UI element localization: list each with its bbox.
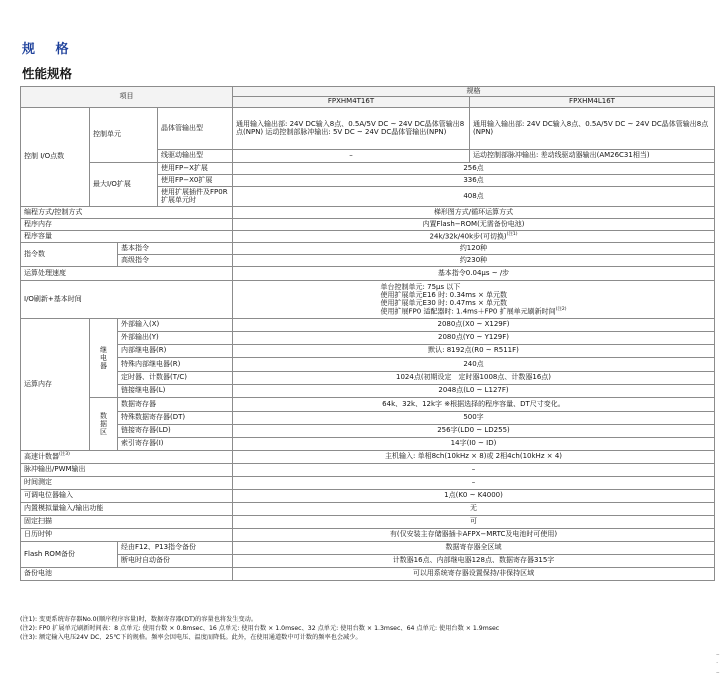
row-label-f12: 经由F12、P13指令备份 <box>118 542 233 555</box>
row-label-index-reg: 索引寄存器(I) <box>118 438 233 451</box>
subsection-heading: 性能规格 <box>22 66 73 81</box>
section-heading: 规 格 <box>22 42 77 57</box>
note-ref-3: (注3) <box>59 452 70 458</box>
footnote-2: (注2): FP0 扩展单元刷新时间表：8 点单元: 使用台数 × 0.8msec、16 点单元: 使用台数 × 1.0msec、32 点单元: 使用台数 × 1.3msec、64 点单元: 使用台数 × 1.9msec <box>20 624 500 632</box>
header-model-a: FPXHM4T16T <box>233 97 470 108</box>
row-label-data-area <box>90 398 118 451</box>
cell-line-driver-b: 运动控制部脉冲输出: 差动线驱动器输出(AM26C31相当) <box>470 150 715 163</box>
row-label-sp-relay: 特殊内部继电器(R) <box>118 358 233 372</box>
edge-mark-3: – <box>716 668 720 677</box>
row-label-pulse-out: 脉冲输出/PWM输出 <box>21 464 233 477</box>
row-label-ext-input: 外部输入(X) <box>118 319 233 332</box>
cell-data-reg: 64k、32k、12k字 ※根据选择的程序容量、DT尺寸变化。 <box>233 398 715 412</box>
row-label-timer: 定时器、计数器(T/C) <box>118 372 233 385</box>
row-label-int-relay: 内部继电器(R) <box>118 345 233 358</box>
performance-spec-table <box>20 86 715 581</box>
row-label-op-memory: 运算内存 <box>21 319 90 451</box>
cell-adv-instr: 约230种 <box>233 255 715 267</box>
header-item: 项目 <box>21 87 233 108</box>
row-label-prog-method: 编程方式/控制方式 <box>21 207 233 219</box>
cell-index-reg: 14字(I0 ~ ID) <box>233 438 715 451</box>
cell-int-relay: 默认: 8192点(R0 ~ R511F) <box>233 345 715 358</box>
cell-link-relay: 2048点(L0 ~ L127F) <box>233 385 715 398</box>
io-refresh-line-4: 使用扩展FP0 适配器时: 1.4ms＋FP0 扩展单元刷新时间 <box>380 307 556 316</box>
edge-mark-2: · <box>716 659 719 668</box>
row-label-hs-counter <box>21 451 233 464</box>
row-label-control-io: 控制 I/O点数 <box>21 108 90 207</box>
io-refresh-line-3: 使用扩展单元E30 时: 0.47ms × 单元数 <box>380 298 508 307</box>
row-label-fixed-scan: 固定扫描 <box>21 516 233 529</box>
cell-f12: 数据寄存器全区域 <box>233 542 715 555</box>
row-label-fp-x0: 使用FP−X0扩展 <box>158 175 233 187</box>
cell-analog-io: 无 <box>233 503 715 516</box>
row-label-prog-capacity: 程序容量 <box>21 231 233 243</box>
row-label-analog-io: 内置模拟量输入/输出功能 <box>21 503 233 516</box>
note-ref-1: (注1) <box>506 231 518 237</box>
cell-battery: 可以用系统寄存器设置保持/非保持区域 <box>233 568 715 581</box>
cell-line-driver-a: – <box>233 150 470 163</box>
row-label-link-relay: 链接继电器(L) <box>118 385 233 398</box>
footnote-1: (注1): 变更系统寄存器No.0(顺序程序容量)时，数据寄存器(DT)的容量也将发生变动。 <box>20 616 258 623</box>
row-label-sp-data-reg: 特殊数据寄存器(DT) <box>118 412 233 425</box>
row-label-ext-output: 外部输出(Y) <box>118 332 233 345</box>
cell-sp-relay: 240点 <box>233 358 715 372</box>
row-label-time-measure: 时间测定 <box>21 477 233 490</box>
row-label-speed: 运算处理速度 <box>21 267 233 281</box>
row-label-fp-x: 使用FP−X扩展 <box>158 163 233 175</box>
cell-speed: 基本指令0.04μs ~ /步 <box>233 267 715 281</box>
row-label-control-unit: 控制单元 <box>90 108 158 163</box>
row-label-instr: 指令数 <box>21 243 118 267</box>
cell-transistor-b: 通用输入输出部: 24V DC输入8点、0.5A/5V DC ~ 24V DC晶体管输出8点(NPN) <box>470 108 715 150</box>
row-label-link-reg: 链接寄存器(LD) <box>118 425 233 438</box>
prog-capacity-value: 24k/32k/40k步(可切换) <box>429 232 507 241</box>
hs-counter-label: 高速计数器 <box>24 452 59 461</box>
row-label-battery: 备份电池 <box>21 568 233 581</box>
cell-fp-x0: 336点 <box>233 175 715 187</box>
cell-calendar: 有(仅安装主存储器插卡AFPX−MRTC及电池时可使用) <box>233 529 715 542</box>
row-label-line-driver: 线驱动输出型 <box>158 150 233 163</box>
cell-ext-output: 2080点(Y0 ~ Y129F) <box>233 332 715 345</box>
row-label-calendar: 日历时钟 <box>21 529 233 542</box>
cell-transistor-a: 通用输入输出部: 24V DC输入8点、0.5A/5V DC ~ 24V DC晶体管输出8点(NPN) 运动控制部脉冲输出: 5V DC ~ 24V DC晶体管输出(NPN) <box>233 108 470 150</box>
cell-pot-input: 1点(K0 ~ K4000) <box>233 490 715 503</box>
cell-timer: 1024点(初期设定 定时器1008点、计数器16点) <box>233 372 715 385</box>
cell-io-refresh <box>233 281 715 319</box>
row-label-fp0r: 使用扩展插件及FP0R扩展单元时 <box>158 187 233 207</box>
cell-fixed-scan: 可 <box>233 516 715 529</box>
header-model-b: FPXHM4L16T <box>470 97 715 108</box>
cell-hs-counter: 主机输入: 单相8ch(10kHz × 8)或 2相4ch(10kHz × 4) <box>233 451 715 464</box>
cell-fp0r: 408点 <box>233 187 715 207</box>
page-edge-marks <box>716 650 720 677</box>
cell-prog-memory: 内置Flash−ROM(无需备份电池) <box>233 219 715 231</box>
row-label-adv-instr: 高级指令 <box>118 255 233 267</box>
edge-mark-1: – <box>716 650 720 658</box>
row-label-relay <box>90 319 118 398</box>
row-label-io-refresh: I/O刷新+基本时间 <box>21 281 233 319</box>
footnote-3: (注3): 额定输入电压24V DC、25℃下的规格。频率会因电压、温度而降低。此外，在使用通道数中可计数的频率也会减少。 <box>20 633 362 641</box>
cell-auto-backup: 计数器16点、内部继电器128点、数据寄存器315字 <box>233 555 715 568</box>
cell-link-reg: 256字(LD0 ~ LD255) <box>233 425 715 438</box>
relay-label: 继电器 <box>100 345 107 371</box>
cell-pulse-out: – <box>233 464 715 477</box>
row-label-prog-memory: 程序内存 <box>21 219 233 231</box>
io-refresh-line-1: 单台控制单元: 75μs 以下 <box>380 282 461 291</box>
cell-prog-capacity <box>233 231 715 243</box>
cell-sp-data-reg: 500字 <box>233 412 715 425</box>
cell-basic-instr: 约120种 <box>233 243 715 255</box>
row-label-transistor-out: 晶体管输出型 <box>158 108 233 150</box>
row-label-basic-instr: 基本指令 <box>118 243 233 255</box>
row-label-auto-backup: 断电时自动备份 <box>118 555 233 568</box>
row-label-data-reg: 数据寄存器 <box>118 398 233 412</box>
cell-fp-x: 256点 <box>233 163 715 175</box>
cell-prog-method: 梯形图方式/循环运算方式 <box>233 207 715 219</box>
io-refresh-line-2: 使用扩展单元E16 时: 0.34ms × 单元数 <box>380 290 508 299</box>
footnotes <box>20 616 714 643</box>
row-label-max-io: 最大I/O扩展 <box>90 163 158 207</box>
cell-ext-input: 2080点(X0 ~ X129F) <box>233 319 715 332</box>
header-spec: 规格 <box>233 87 715 97</box>
note-ref-2: (注2) <box>555 306 567 312</box>
row-label-flash-backup: Flash ROM备份 <box>21 542 118 568</box>
data-area-label: 数据区 <box>100 411 107 437</box>
row-label-pot-input: 可调电位器输入 <box>21 490 233 503</box>
cell-time-measure: – <box>233 477 715 490</box>
